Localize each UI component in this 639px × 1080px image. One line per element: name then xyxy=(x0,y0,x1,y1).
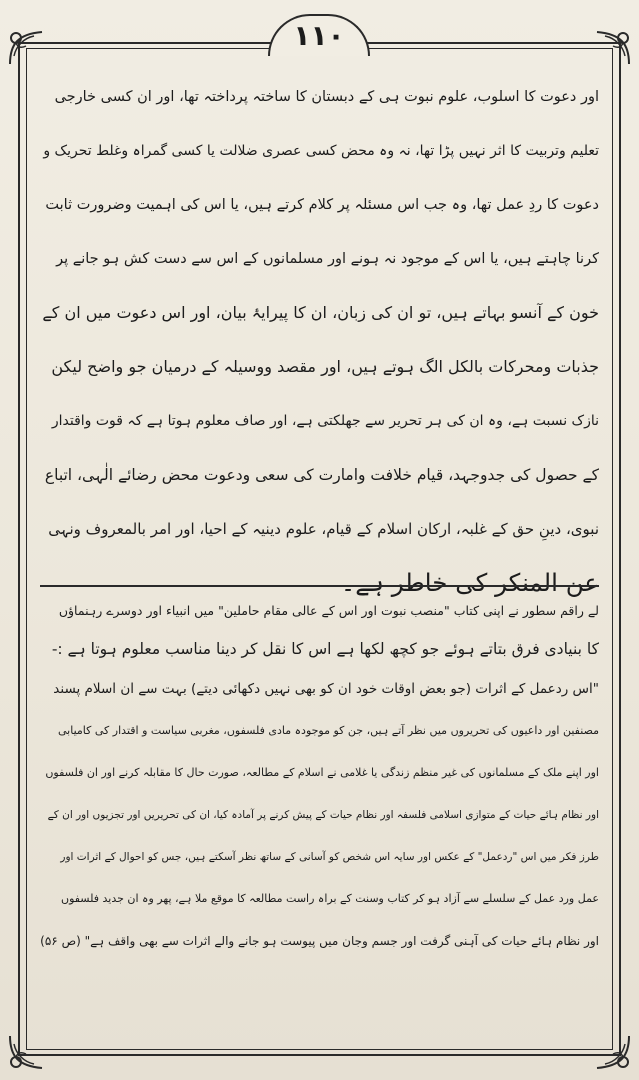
quote-line: مصنفین اور داعیوں کی تحریروں میں نظر آتے ہیں، جن کو موجودہ مادی فلسفوں، مغربی سیاست و اقتدار کی کامیابی xyxy=(58,724,599,737)
footnote-line: کا بنیادی فرق بتاتے ہوئے جو کچھ لکھا ہے اس کا نقل کر دینا مناسب معلوم ہوتا ہے :- xyxy=(51,640,599,658)
footnote-quote xyxy=(40,668,599,962)
body-line: اور دعوت کا اسلوب، علوم نبوت ہی کے دبستان کا ساختہ پرداختہ تھا، اور ان کسی خارجی xyxy=(54,89,599,105)
corner-ornament-top-left-icon xyxy=(4,26,48,70)
quote-line: طرز فکر میں اس "ردعمل" کے عکس اور سایہ اس شخص کو آسانی کے ساتھ نظر آسکتے ہیں، جس کو احوال کے اثرات اور xyxy=(60,851,599,863)
body-line: عن المنکر کی خاطر ہے۔ xyxy=(340,568,599,597)
body-line: دعوت کا ردِ عمل تھا، وہ جب اس مسئلہ پر کلام کرتے ہیں، یا اس کی اہمیت وضرورت ثابت xyxy=(45,197,599,213)
body-line: خون کے آنسو بہاتے ہیں، تو ان کی زبان، ان کا پیرایۂ بیان، اور اس دعوت میں ان کے xyxy=(42,303,599,322)
corner-ornament-top-right-icon xyxy=(591,26,635,70)
main-text xyxy=(40,70,599,610)
page-number: ۱۱۰ xyxy=(293,19,345,52)
corner-ornament-bottom-right-icon xyxy=(591,1030,635,1074)
footnote xyxy=(40,592,599,962)
footnote-intro xyxy=(40,592,599,668)
footnote-line: لے راقم سطور نے اپنی کتاب "منصب نبوت اور اس کے عالی مقام حاملین" میں انبیاء اور دوسرے رہنماؤں xyxy=(58,603,599,618)
quote-line: عمل ورد عمل کے سلسلے سے آزاد ہو کر کتاب وسنت کے براہ راست مطالعہ کا موقع ملا ہے، پھر وہ ان جدید فلسفوں xyxy=(60,892,599,905)
body-line: جذبات ومحرکات بالکل الگ ہوتے ہیں، اور مقصد ووسیلہ کے درمیان جو واضح لیکن xyxy=(51,357,599,376)
corner-ornament-bottom-left-icon xyxy=(4,1030,48,1074)
footnote-divider xyxy=(40,585,599,587)
body-line: تعلیم وتربیت کا اثر نہیں پڑا تھا، نہ وہ محض کسی عصری ضلالت یا کسی گمراہ وغلط تحریک و xyxy=(43,143,599,159)
body-line: کے حصول کی جدوجہد، قیام خلافت وامارت کی سعی ودعوت محض رضائے الٰہی، اتباع xyxy=(44,466,599,484)
body-line: کرنا چاہتے ہیں، یا اس کے موجود نہ ہونے اور مسلمانوں کے اس سے دست کش ہو جانے پر xyxy=(56,251,599,267)
body-line: نازک نسبت ہے، وہ ان کی ہر تحریر سے جھلکتی ہے، اور صاف معلوم ہوتا ہے کہ قوت واقتدار xyxy=(51,413,599,429)
quote-line: اور اپنے ملک کے مسلمانوں کی غیر منظم زندگی یا غلامی نے اسلام کے مطالعہ، صورت حال کا مقابلہ کرنے اور ان فلسفوں xyxy=(45,766,599,779)
body-line: نبوی، دینِ حق کے غلبہ، ارکان اسلام کے قیام، علوم دینیہ کے احیا، اور امر بالمعروف ونہی xyxy=(48,520,599,538)
quote-line: "اس ردعمل کے اثرات (جو بعض اوقات خود ان کو بھی نہیں دکھائی دیتے) بہت سے ان اسلام پسند xyxy=(53,681,599,697)
page-number-cartouche xyxy=(268,14,370,56)
quote-line: اور نظام ہائے حیات کے متوازی اسلامی فلسفہ اور نظام حیات کے پیش کرنے پر آمادہ کیا، ان کی تحریریں اور تجزیوں اور ان کے xyxy=(47,809,599,821)
quote-line: اور نظام ہائے حیات کی آہنی گرفت اور جسم وجان میں پیوست ہو جانے والے اثرات سے بھی واقف ہے" (ص ۵۶) xyxy=(40,934,599,948)
